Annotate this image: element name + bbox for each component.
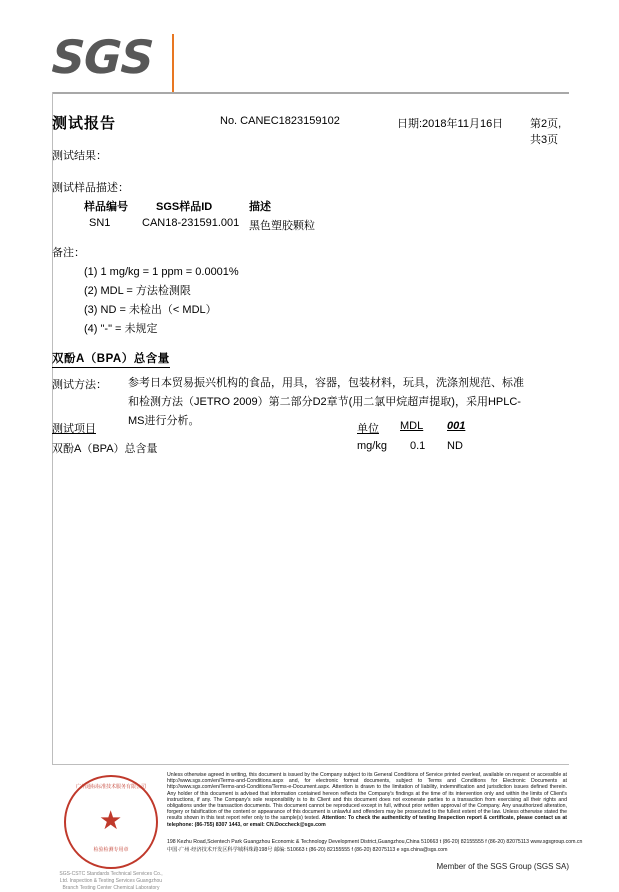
- sample-table-header-cell: SGS样品ID: [156, 201, 213, 213]
- address-block: [167, 838, 617, 854]
- header-divider: [52, 92, 569, 94]
- table-row: [52, 440, 522, 458]
- result-item-value: ND: [447, 440, 463, 452]
- result-header-unit: 单位: [357, 423, 379, 435]
- notes-label: 备注：: [52, 247, 85, 259]
- list-item: (1) 1 mg/kg = 1 ppm = 0.0001%: [84, 266, 239, 278]
- company-stamp-icon: [59, 775, 163, 891]
- stamp-top-text: 广州通标标准技术服务有限公司: [75, 784, 146, 790]
- legal-terms-text: [167, 772, 567, 828]
- sgs-logo: [50, 30, 182, 90]
- sample-table-header-cell: 描述: [249, 201, 271, 213]
- result-item-unit: mg/kg: [357, 440, 387, 452]
- stamp-caption: SGS-CSTC Standards Technical Services Co., Ltd. Inspection & Testing Services Guangzhou Branch Testing Center Chemical Laboratory: [59, 871, 163, 891]
- results-label: 测试结果：: [52, 150, 107, 162]
- logo-accent-bar: [172, 34, 174, 92]
- list-item: (2) MDL = 方法检测限: [84, 285, 191, 297]
- report-date: 日期:2018年11月16日: [397, 118, 504, 130]
- result-header-item: 测试项目: [52, 423, 96, 435]
- notes-list: [84, 263, 239, 339]
- star-icon: ★: [99, 805, 123, 835]
- method-text: 参考日本贸易振兴机构的食品，用具，容器，包装材料，玩具，洗涤剂规范、标准和检测方法（JETRO 2009）第二部分D2章节(用二氯甲烷超声提取)，采用HPLC-MS进行分析。: [128, 377, 524, 427]
- result-header-mdl: MDL: [400, 420, 424, 432]
- method-label: 测试方法：: [52, 379, 107, 391]
- result-header-sample: 001: [447, 420, 466, 432]
- sgs-logo-text: SGS: [50, 30, 155, 84]
- title-row: [52, 112, 569, 146]
- sgs-sample-id: CAN18-231591.001: [142, 217, 240, 229]
- page-number: 第2页,共3页: [530, 118, 562, 146]
- legal-attention: Attention: To check the authenticity of testing /inspection report & certificate, please contact us at telephone: (86-755) 8307 1443, or email: CN.Doccheck@sgs.com: [167, 815, 567, 828]
- address-english: 198 Kezhu Road,Scientech Park Guangzhou Economic & Technology Development District,Guangzhou,China 510663 t (86-20) 82155555 f (86-20) 82075113 www.sgsgroup.com.cn: [167, 839, 583, 845]
- list-item: (4) "-" = 未规定: [84, 323, 158, 335]
- result-table-header: [52, 420, 522, 438]
- footer-divider: [52, 764, 569, 765]
- sample-id-number: SN1: [89, 217, 111, 229]
- stamp-bottom-text: 检验检测专用章: [93, 847, 129, 853]
- page-title: 测试报告: [52, 115, 117, 132]
- result-item-name: 双酚A（BPA）总含量: [52, 443, 158, 455]
- legal-body: Unless otherwise agreed in writing, this document is issued by the Company subject to its General Conditions of Service printed overleaf, available on request or accessible at http://www.sgs.com/en/Terms-and-Conditions.aspx and, for electronic format documents, subject to Terms and Conditions for Electronic Documents at http://www.sgs.com/en/Terms-and-Conditions/Terms-e-Document.aspx. Attention is drawn to the limitation of liability, indemnification and jurisdiction issues defined therein. Any holder of this document is advised that information contained hereon reflects the Company's findings at the time of its intervention only and within the limits of Client's instructions, if any. The Company's sole responsibility is to its Client and this document does not exonerate parties to a transaction from exercising all their rights and obligations under the transaction documents. This document cannot be reproduced except in full, without prior written approval of the Company. Any unauthorized alteration, forgery or falsification of the content or appearance of this document is unlawful and offenders may be prosecuted to the fullest extent of the law. Unless otherwise stated the results shown in this test report refer only to the sample(s) tested.: [167, 772, 567, 822]
- section-heading: 双酚A（BPA）总含量: [52, 350, 170, 368]
- sample-table-header-cell: 样品编号: [84, 201, 128, 213]
- result-item-mdl: 0.1: [410, 440, 426, 452]
- member-line: Member of the SGS Group (SGS SA): [436, 862, 569, 871]
- report-number: No. CANEC1823159102: [220, 115, 340, 127]
- sample-description-label: 测试样品描述：: [52, 182, 129, 194]
- sample-description: 黑色塑胶颗粒: [249, 220, 315, 232]
- address-chinese: 中国·广州·经济技术开发区科学城科珠路198号 邮编: 510663 t (86-20) 82155555 f (86-20) 82075113 e sgs.china@sgs.com: [167, 847, 448, 853]
- list-item: (3) ND = 未检出（< MDL）: [84, 304, 217, 316]
